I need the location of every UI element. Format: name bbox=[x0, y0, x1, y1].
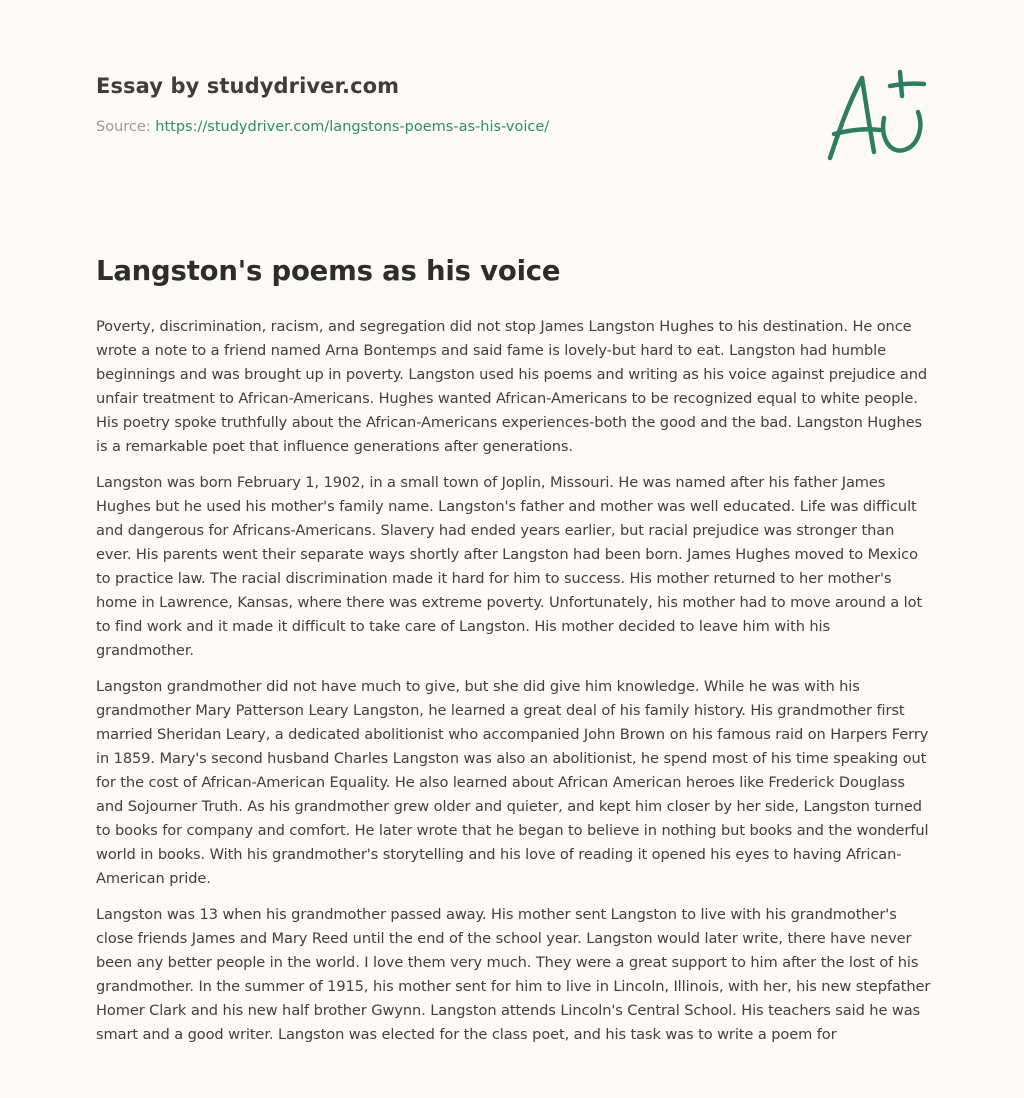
source-line bbox=[96, 119, 796, 135]
essay-paragraph: Langston was 13 when his grandmother passed away. His mother sent Langston to live with his grandmother's close friends James and Mary Reed until the end of the school year. Langston would later write, there have never been any better people in the world. I love them very much. They were a great support to him after the lost of his grandmother. In the summer of 1915, his mother sent for him to live in Lincoln, Illinois, with her, his new stepfather Homer Clark and his new half brother Gwynn. Langston attends Lincoln's Central School. His teachers said he was smart and a good writer. Langston was elected for the class poet, and his task was to write a poem for bbox=[96, 906, 931, 1043]
essay-body bbox=[96, 315, 932, 1059]
a-plus-logo-icon bbox=[820, 68, 930, 166]
essay-paragraph: Langston was born February 1, 1902, in a small town of Joplin, Missouri. He was named after his father James Hughes but he used his mother's family name. Langston's father and mother was well educated. Life was difficult and dangerous for Africans-Americans. Slavery had ended years earlier, but racial prejudice was stronger than ever. His parents went their separate ways shortly after Langston had been born. James Hughes moved to Mexico to practice law. The racial discrimination made it hard for him to success. His mother returned to her mother's home in Lawrence, Kansas, where there was extreme poverty. Unfortunately, his mother had to move around a lot to find work and it made it difficult to take care of Langston. His mother decided to leave him with his grandmother. bbox=[96, 474, 923, 659]
page-header bbox=[96, 74, 796, 135]
source-label: Source: bbox=[96, 119, 156, 135]
essay-paragraph: Poverty, discrimination, racism, and segregation did not stop James Langston Hughes to his destination. He once wrote a note to a friend named Arna Bontemps and said fame is lovely-but hard to eat. Langston had humble beginnings and was brought up in poverty. Langston used his poems and writing as his voice against prejudice and unfair treatment to African-Americans. Hughes wanted African-Americans to be recognized equal to white people. His poetry spoke truthfully about the African-Americans experiences-both the good and the bad. Langston Hughes is a remarkable poet that influence generations after generations. bbox=[96, 318, 928, 455]
essay-paragraph: Langston grandmother did not have much to give, but she did give him knowledge. While he was with his grandmother Mary Patterson Leary Langston, he learned a great deal of his family history. His grandmother first married Sheridan Leary, a dedicated abolitionist who accompanied John Brown on his famous raid on Harpers Ferry in 1859. Mary's second husband Charles Langston was also an abolitionist, he spend most of his time speaking out for the cost of African-American Equality. He also learned about African American heroes like Frederick Douglass and Sojourner Truth. As his grandmother grew older and quieter, and kept him closer by her side, Langston turned to books for company and comfort. He later wrote that he began to believe in nothing but books and the wonderful world in books. With his grandmother's storytelling and his love of reading it opened his eyes to having African-American pride. bbox=[96, 678, 929, 887]
site-title: Essay by studydriver.com bbox=[96, 74, 400, 98]
essay-title: Langston's poems as his voice bbox=[96, 255, 561, 287]
source-link[interactable]: https://studydriver.com/langstons-poems-as-his-voice/ bbox=[155, 119, 550, 135]
